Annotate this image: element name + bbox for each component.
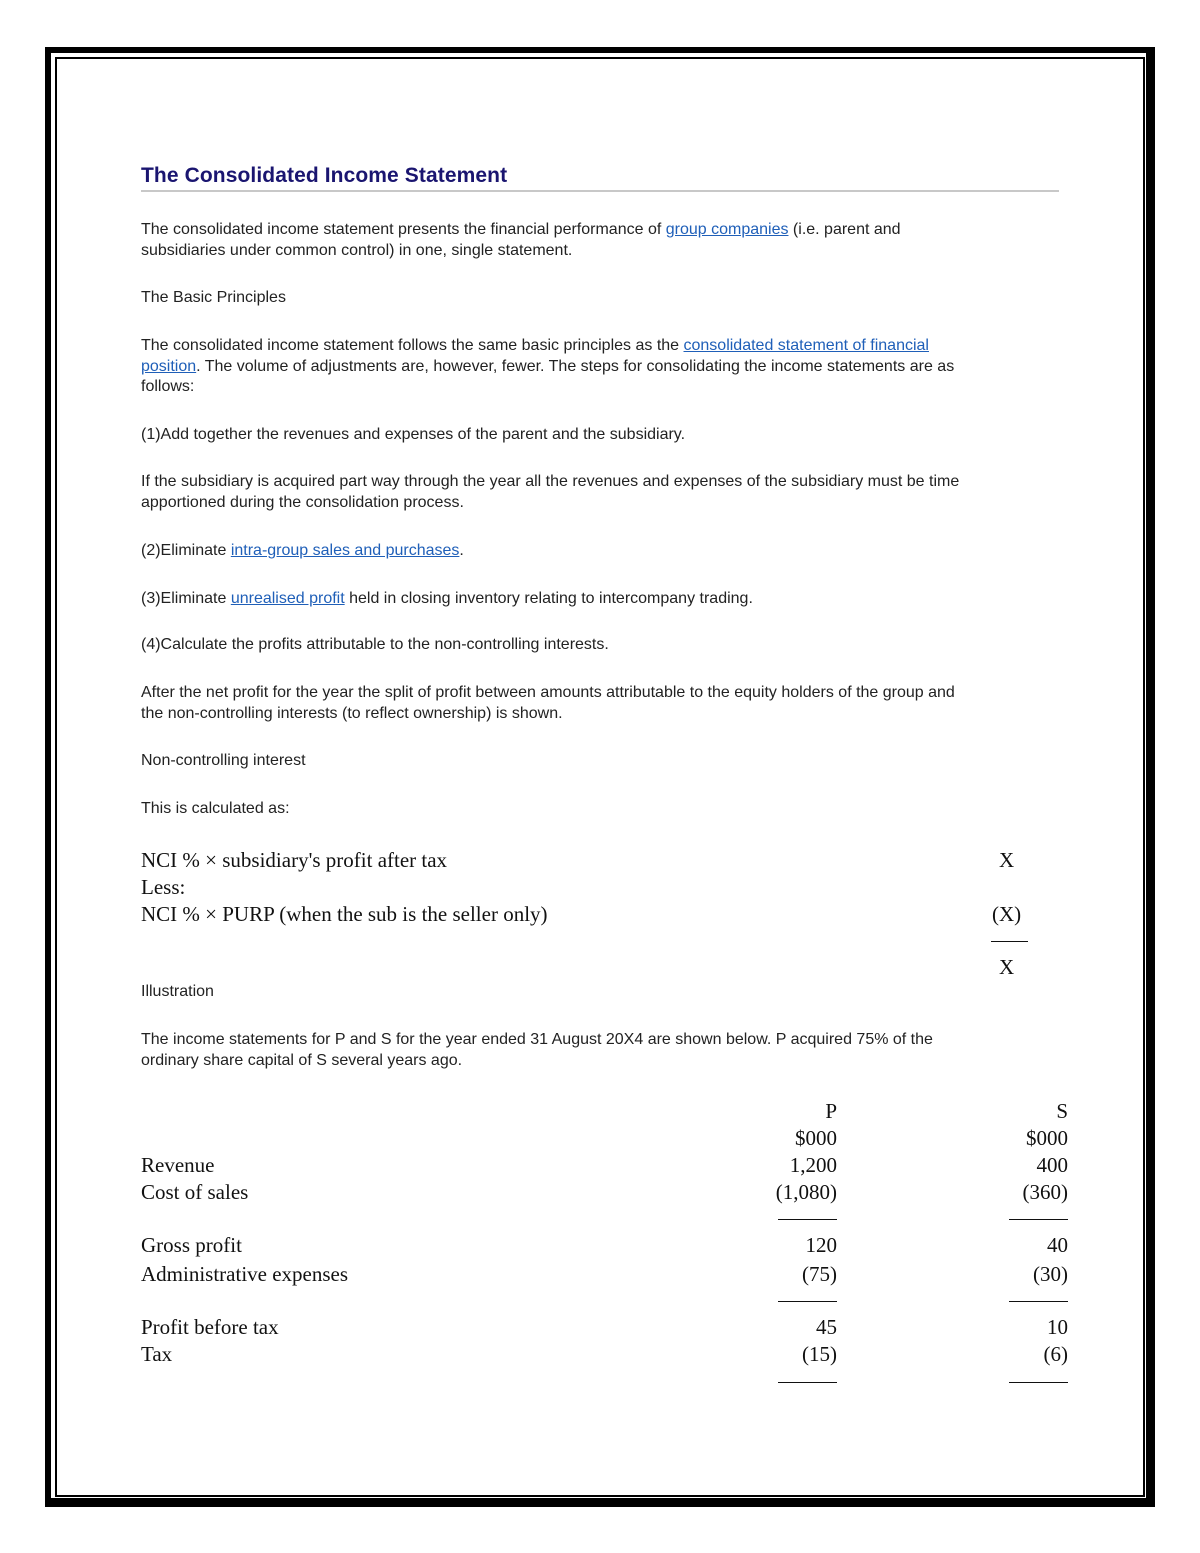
group-companies-link[interactable]: group companies — [665, 221, 789, 238]
row-revenue-s: 400 — [1036, 1153, 1068, 1177]
row-label-tax: Tax — [141, 1342, 173, 1366]
row-admin-expenses-s: (30) — [1033, 1262, 1068, 1286]
illustration-paragraph: The income statements for P and S for the year ended 31 August 20X4 are shown below. P acquired 75% of the ordinary share capital of S several years ago. — [141, 1031, 933, 1069]
nci-total-value: X — [999, 955, 1015, 979]
basic-principles-heading: The Basic Principles — [141, 289, 286, 306]
statement-of-financial-position-link[interactable]: consolidated statement of financial — [683, 337, 929, 354]
nci-line2-label: NCI % × PURP (when the sub is the seller only) — [141, 902, 548, 926]
row-profit-before-tax-p: 45 — [816, 1315, 837, 1339]
row-profit-before-tax-s: 10 — [1047, 1315, 1068, 1339]
step-2: (2)Eliminate intra-group sales and purchases. — [141, 542, 464, 559]
nci-total-rule — [991, 941, 1028, 942]
intra-group-sales-link[interactable]: intra-group sales and purchases — [230, 542, 460, 559]
subtotal-rule — [1009, 1219, 1068, 1220]
step-1-note: If the subsidiary is acquired part way through the year all the revenues and expenses of the subsidiary must be time apportioned during the consolidation process. — [141, 473, 960, 511]
principles-paragraph: The consolidated income statement follows the same basic principles as the consolidated statement of financial position. The volume of adjustments are, however, fewer. The steps for consolidating the income statements are as follows: — [141, 337, 955, 395]
row-admin-expenses-p: (75) — [802, 1262, 837, 1286]
subtotal-rule — [778, 1301, 837, 1302]
row-label-profit-before-tax: Profit before tax — [141, 1315, 279, 1339]
row-revenue-p: 1,200 — [789, 1153, 837, 1177]
col-unit-s: $000 — [1026, 1126, 1068, 1150]
subtotal-rule — [1009, 1301, 1068, 1302]
nci-line2-value: (X) — [992, 902, 1022, 926]
row-label-gross-profit: Gross profit — [141, 1233, 242, 1257]
row-cost-of-sales-s: (360) — [1022, 1180, 1068, 1204]
nci-line1-value: X — [999, 848, 1015, 872]
row-gross-profit-p: 120 — [805, 1233, 837, 1257]
subtotal-rule — [778, 1219, 837, 1220]
row-cost-of-sales-p: (1,080) — [775, 1180, 837, 1204]
row-label-cost-of-sales: Cost of sales — [141, 1180, 249, 1204]
unrealised-profit-link[interactable]: unrealised profit — [230, 590, 345, 607]
subtotal-rule — [778, 1382, 837, 1383]
nci-heading: Non-controlling interest — [141, 752, 306, 769]
step-3: (3)Eliminate unrealised profit held in closing inventory relating to intercompany trading. — [141, 590, 753, 607]
nci-less-label: Less: — [141, 875, 186, 899]
statement-of-financial-position-link-cont[interactable]: position — [141, 357, 197, 375]
nci-line1-label: NCI % × subsidiary's profit after tax — [141, 848, 448, 872]
illustration-heading: Illustration — [141, 983, 214, 1000]
step-1: (1)Add together the revenues and expenses of the parent and the subsidiary. — [141, 426, 686, 443]
row-label-admin-expenses: Administrative expenses — [141, 1262, 349, 1286]
nci-intro: This is calculated as: — [141, 800, 290, 817]
row-label-revenue: Revenue — [141, 1153, 215, 1177]
row-tax-s: (6) — [1043, 1342, 1068, 1366]
col-unit-p: $000 — [795, 1126, 837, 1150]
col-header-p: P — [825, 1099, 837, 1123]
row-tax-p: (15) — [802, 1342, 837, 1366]
after-paragraph: After the net profit for the year the split of profit between amounts attributable to the equity holders of the group and the non-controlling interests (to reflect ownership) is shown. — [141, 684, 955, 722]
intro-paragraph: The consolidated income statement presents the financial performance of group companies (i.e. parent and subsidiaries under common control) in one, single statement. — [141, 221, 901, 259]
page-title: The Consolidated Income Statement — [141, 164, 1059, 192]
col-header-s: S — [1056, 1099, 1068, 1123]
row-gross-profit-s: 40 — [1047, 1233, 1068, 1257]
step-4: (4)Calculate the profits attributable to the non-controlling interests. — [141, 636, 609, 653]
subtotal-rule — [1009, 1382, 1068, 1383]
